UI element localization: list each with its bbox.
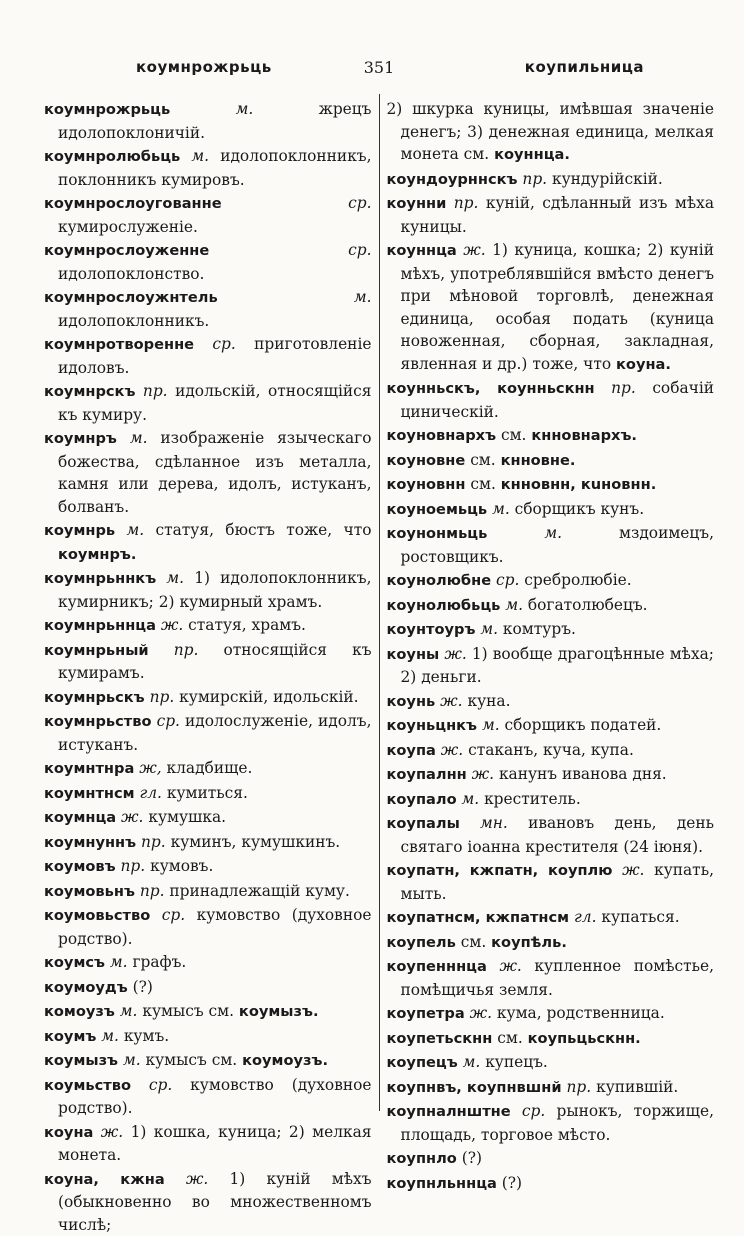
entry-part-of-speech: ср. (212, 335, 235, 353)
entry-definition: богатолюбецъ. (528, 596, 648, 614)
entry-headword: коуновнархъ (387, 427, 497, 444)
entry-cross-reference: кнновне. (501, 452, 576, 469)
entry-part-of-speech: ж. (161, 616, 183, 634)
dictionary-entry (387, 859, 715, 905)
entry-definition: см. (470, 475, 495, 493)
dictionary-entry (387, 239, 715, 376)
entry-definition: куній, сдѣланный изъ мѣха куницы. (401, 194, 715, 236)
entry-part-of-speech: ж. (186, 1170, 208, 1188)
entry-definition: изображеніе языческаго божества, сдѣланное изъ металла, камня или дерева, идолъ, истуканъ, болванъ. (58, 429, 372, 516)
entry-headword: коумнрослоугованне (44, 195, 222, 212)
entry-part-of-speech: пр. (567, 1078, 592, 1096)
entry-cross-reference: коуннца. (494, 146, 570, 163)
entry-headword: коумнрьннкъ (44, 570, 156, 587)
entry-definition: 1) куній мѣхъ (обыкновенно во множественномъ числѣ; (58, 1170, 372, 1234)
entry-headword: коунньскъ, коунньскнн (387, 380, 595, 397)
dictionary-entry (44, 757, 372, 781)
running-header (44, 58, 714, 84)
dictionary-entry (387, 192, 715, 238)
entry-cross-reference: коупьцьскнн. (528, 1030, 641, 1047)
entry-headword: коумнрожрьць (44, 101, 170, 118)
entry-cross-reference: кнновнархъ. (531, 427, 637, 444)
entry-definition: комтуръ. (503, 620, 576, 638)
entry-cross-reference: коупѣль. (491, 934, 567, 951)
entry-part-of-speech: ср. (522, 1102, 545, 1120)
dictionary-entry (44, 98, 372, 144)
dictionary-entry (44, 639, 372, 685)
dictionary-entry (44, 806, 372, 830)
dictionary-entry (387, 1172, 715, 1196)
entry-part-of-speech: м. (126, 521, 144, 539)
entry-headword: коунтоуръ (387, 621, 476, 638)
entry-definition: кумысъ см. (146, 1051, 238, 1069)
dictionary-entry (44, 855, 372, 879)
dictionary-entry (44, 614, 372, 638)
entry-headword: коупель (387, 934, 456, 951)
entry-part-of-speech: пр. (143, 382, 168, 400)
dictionary-entry (387, 498, 715, 522)
entry-headword: коунонмьць (387, 525, 488, 542)
header-right-guideword: коупильница (525, 58, 644, 76)
entry-part-of-speech: ж. (499, 957, 521, 975)
entry-part-of-speech: м. (110, 953, 128, 971)
entry-headword: коунь (387, 693, 436, 710)
entry-definition: идольскій, относящійся къ кумиру. (58, 382, 371, 424)
dictionary-entry (387, 522, 715, 568)
entry-definition: статуя, храмъ. (188, 616, 306, 634)
entry-part-of-speech: м. (236, 100, 254, 118)
entry-part-of-speech: гл. (574, 908, 596, 926)
entry-part-of-speech: м. (354, 288, 372, 306)
entry-headword: коумнрьскъ (44, 689, 145, 706)
entry-definition: кумиться. (167, 784, 248, 802)
dictionary-entry (387, 763, 715, 787)
dictionary-entry (387, 931, 715, 955)
entry-definition: купецъ. (485, 1053, 548, 1071)
entry-part-of-speech: м. (480, 620, 498, 638)
entry-definition: кумовство (духовное родство). (58, 906, 371, 948)
entry-definition: идолопоклонникъ, поклонникъ кумировъ. (58, 147, 372, 189)
dictionary-entry (387, 594, 715, 618)
entry-definition: (?) (133, 978, 153, 996)
entry-definition: кладбище. (167, 759, 253, 777)
entry-definition: кумъ. (124, 1027, 169, 1045)
entry-definition: относящійся къ кумирамъ. (58, 641, 372, 683)
dictionary-entry (387, 569, 715, 593)
entry-definition: сборщикъ податей. (505, 716, 662, 734)
dictionary-entry (44, 1000, 372, 1024)
entry-part-of-speech: ср. (162, 906, 185, 924)
entry-definition: куминъ, кумушкинъ. (171, 833, 341, 851)
dictionary-entry (44, 710, 372, 756)
entry-part-of-speech: ср. (348, 241, 371, 259)
entry-part-of-speech: ж, (139, 759, 161, 777)
entry-headword: коупетра (387, 1005, 465, 1022)
entry-definition: графъ. (132, 953, 186, 971)
entry-definition: собачій циническій. (401, 379, 715, 421)
entry-headword: коумнръ (44, 430, 117, 447)
header-left-guideword: коумнрожрьць (136, 58, 272, 76)
entry-definition: ивановъ день, день святаго іоанна крестителя (24 іюня). (401, 814, 714, 856)
entry-headword: коупнльннца (387, 1175, 497, 1192)
entry-definition: идолослуженіе, идолъ, истуканъ. (58, 712, 371, 754)
dictionary-entry (44, 1025, 372, 1049)
entry-definition: рынокъ, торжище, площадь, торговое мѣсто. (401, 1102, 714, 1144)
entry-definition: сборщикъ кунъ. (515, 500, 645, 518)
entry-part-of-speech: м. (191, 147, 209, 165)
entry-part-of-speech: пр. (454, 194, 479, 212)
entry-part-of-speech: пр. (611, 379, 636, 397)
right-column (379, 94, 715, 1111)
entry-definition: кумовъ. (150, 857, 213, 875)
entry-headword: коумоудъ (44, 979, 128, 996)
entry-definition: стаканъ, куча, купа. (468, 741, 634, 759)
entry-headword: коуна (44, 1124, 93, 1141)
entry-cross-reference: кнновнн, кuновнн. (501, 476, 656, 493)
entry-definition: куна. (467, 692, 510, 710)
entry-part-of-speech: ж. (470, 1004, 492, 1022)
entry-definition: кумысъ см. (142, 1002, 234, 1020)
entry-part-of-speech: пр. (140, 882, 165, 900)
entry-definition: канунъ иванова дня. (499, 765, 667, 783)
entry-headword: коумнца (44, 809, 116, 826)
entry-part-of-speech: ср. (157, 712, 180, 730)
entry-headword: коундоурннскъ (387, 171, 518, 188)
entry-definition: кундурійскій. (552, 170, 663, 188)
dictionary-entry (387, 449, 715, 473)
entry-definition: сребролюбіе. (524, 571, 631, 589)
dictionary-entry (387, 739, 715, 763)
entry-definition: 1) кошка, куница; 2) мелкая монета. (58, 1123, 371, 1165)
entry-headword: коумнролюбьць (44, 148, 180, 165)
entry-definition: 1) куница, кошка; 2) куній мѣхъ, употреблявшійся вмѣсто денегъ при мѣновой торговлѣ, денежная единица, особая подать (куница новоженная, сборная, закладная, явленная и др.) тоже, что (401, 241, 715, 373)
entry-part-of-speech: ж. (472, 765, 494, 783)
dictionary-entry (387, 955, 715, 1001)
entry-definition: кумовство (духовное родство). (58, 1076, 372, 1118)
dictionary-entry (387, 690, 715, 714)
entry-headword: коумовъ (44, 858, 116, 875)
entry-part-of-speech: м. (492, 500, 510, 518)
dictionary-entry (44, 880, 372, 904)
dictionary-entry (387, 906, 715, 930)
entry-headword: коумовьство (44, 907, 150, 924)
entry-part-of-speech: ср. (149, 1076, 172, 1094)
entry-part-of-speech: мн. (480, 814, 508, 832)
dictionary-entry (44, 1121, 372, 1167)
dictionary-entry (387, 618, 715, 642)
entry-headword: коумнрослоужнтель (44, 289, 218, 306)
entry-headword: коумнрьство (44, 713, 152, 730)
left-column (44, 94, 379, 1111)
entry-part-of-speech: ж. (440, 692, 462, 710)
dictionary-entry (387, 812, 715, 858)
entry-headword: коумъ (44, 1028, 96, 1045)
dictionary-entry (44, 567, 372, 613)
dictionary-entry (387, 424, 715, 448)
entry-definition: (?) (502, 1174, 522, 1192)
dictionary-entry (44, 1049, 372, 1073)
entry-part-of-speech: ж. (622, 861, 644, 879)
dictionary-entry (44, 380, 372, 426)
entry-headword: коупнло (387, 1150, 457, 1167)
dictionary-entry (44, 145, 372, 191)
entry-part-of-speech: м. (130, 429, 148, 447)
entry-headword: коумнрь (44, 522, 115, 539)
entry-headword: коуньцнкъ (387, 717, 478, 734)
entry-part-of-speech: м. (463, 1053, 481, 1071)
entry-definition: (?) (462, 1149, 482, 1167)
entry-part-of-speech: м. (505, 596, 523, 614)
entry-headword: коуны (387, 646, 440, 663)
entry-definition: жрецъ идолопоклоничій. (58, 100, 371, 142)
entry-headword: коупалы (387, 815, 460, 832)
entry-part-of-speech: пр. (522, 170, 547, 188)
entry-definition: см. (470, 451, 495, 469)
entry-cross-reference: коумнръ. (58, 546, 136, 563)
entry-part-of-speech: пр. (174, 641, 199, 659)
entry-part-of-speech: м. (123, 1051, 141, 1069)
text-columns (44, 94, 714, 1111)
dictionary-entry (387, 788, 715, 812)
entry-definition: кума, родственница. (497, 1004, 665, 1022)
entry-headword: коупнвъ, коупнвшнй (387, 1079, 562, 1096)
entry-part-of-speech: гл. (139, 784, 161, 802)
entry-definition: кумушка. (148, 808, 226, 826)
entry-part-of-speech: пр. (150, 688, 175, 706)
entry-headword: коупецъ (387, 1054, 458, 1071)
dictionary-entry (387, 1051, 715, 1075)
entry-part-of-speech: ср. (348, 194, 371, 212)
dictionary-entry (387, 714, 715, 738)
dictionary-entry (387, 1100, 715, 1146)
entry-headword: коумнротворенне (44, 336, 194, 353)
page-number: 351 (44, 58, 714, 77)
entry-part-of-speech: м. (544, 524, 562, 542)
entry-definition: кумирскій, идольскій. (179, 688, 358, 706)
entry-headword: коумнрскъ (44, 383, 135, 400)
entry-part-of-speech: ж. (444, 645, 466, 663)
entry-headword: комоузъ (44, 1003, 115, 1020)
entry-definition: купленное помѣстье, помѣщичья земля. (401, 957, 715, 999)
entry-definition: 1) вообще драгоцѣнные мѣха; 2) деньги. (401, 645, 715, 687)
dictionary-entry (44, 239, 372, 285)
entry-headword: коумовьнъ (44, 883, 135, 900)
dictionary-entry (44, 519, 372, 566)
entry-part-of-speech: м. (166, 569, 184, 587)
entry-headword: коуновнн (387, 476, 466, 493)
dictionary-entry (387, 473, 715, 497)
entry-part-of-speech: м. (462, 790, 480, 808)
entry-part-of-speech: м. (120, 1002, 138, 1020)
entry-headword: коуннца (387, 242, 457, 259)
entry-cross-reference: коумызъ. (239, 1003, 319, 1020)
entry-part-of-speech: ж. (441, 741, 463, 759)
entry-definition: креститель. (484, 790, 581, 808)
entry-headword: коунолюбьць (387, 597, 501, 614)
dictionary-entry (387, 98, 715, 167)
dictionary-entry (44, 333, 372, 379)
dictionary-entry (44, 1168, 372, 1236)
entry-part-of-speech: м. (101, 1027, 119, 1045)
entry-headword: коунни (387, 195, 447, 212)
entry-headword: коупалнн (387, 766, 467, 783)
entry-part-of-speech: ср. (496, 571, 519, 589)
entry-headword: коуновне (387, 452, 466, 469)
entry-definition: кумирослуженіе. (58, 218, 198, 236)
entry-headword: коумнуннъ (44, 834, 136, 851)
entry-headword: коумнрослоуженне (44, 242, 209, 259)
entry-definition: статуя, бюстъ тоже, что (155, 521, 371, 539)
entry-headword: коупа (387, 742, 436, 759)
entry-definition: принадлежащій куму. (169, 882, 349, 900)
dictionary-entry (44, 951, 372, 975)
entry-definition: мздоимецъ, ростовщикъ. (401, 524, 715, 566)
entry-headword: коумнрьннца (44, 617, 156, 634)
entry-part-of-speech: ж. (121, 808, 143, 826)
entry-part-of-speech: ж. (463, 241, 485, 259)
dictionary-entry (44, 686, 372, 710)
entry-definition: купаться. (601, 908, 679, 926)
entry-part-of-speech: м. (482, 716, 500, 734)
entry-cross-reference: коумоузъ. (242, 1052, 328, 1069)
dictionary-entry (387, 168, 715, 192)
entry-headword: коупатнсм, кжпатнсм (387, 909, 570, 926)
entry-definition: идолопоклонникъ. (58, 312, 209, 330)
entry-definition: см. (501, 426, 526, 444)
entry-definition: 2) шкурка куницы, имѣвшая значеніе денегъ; 3) денежная единица, мелкая монета см. (387, 100, 715, 163)
dictionary-entry (387, 1027, 715, 1051)
dictionary-entry (387, 1147, 715, 1171)
dictionary-entry (387, 1002, 715, 1026)
entry-part-of-speech: ж. (101, 1123, 123, 1141)
entry-headword: коуна, кжна (44, 1171, 165, 1188)
entry-headword: коуноемьць (387, 501, 488, 518)
dictionary-entry (387, 643, 715, 689)
entry-headword: коупенннца (387, 958, 487, 975)
dictionary-entry (44, 831, 372, 855)
dictionary-entry (44, 904, 372, 950)
dictionary-entry (44, 782, 372, 806)
entry-headword: коумызъ (44, 1052, 118, 1069)
entry-headword: коумнтнра (44, 760, 134, 777)
entry-definition: см. (497, 1029, 522, 1047)
dictionary-entry (387, 377, 715, 423)
entry-headword: коумнтнсм (44, 785, 135, 802)
entry-definition: см. (461, 933, 486, 951)
entry-definition: идолопоклонство. (58, 265, 204, 283)
dictionary-entry (44, 1074, 372, 1120)
entry-part-of-speech: пр. (141, 833, 166, 851)
entry-definition: приготовленіе идоловъ. (58, 335, 371, 377)
entry-headword: коупетьскнн (387, 1030, 493, 1047)
entry-definition: купившій. (596, 1078, 678, 1096)
dictionary-entry (44, 976, 372, 1000)
dictionary-entry (387, 1076, 715, 1100)
dictionary-entry (44, 192, 372, 238)
entry-headword: коупналнштне (387, 1103, 511, 1120)
entry-headword: коупало (387, 791, 457, 808)
entry-headword: коупатн, кжпатн, коуплю (387, 862, 613, 879)
entry-definition: купать, мыть. (401, 861, 714, 903)
dictionary-entry (44, 286, 372, 332)
entry-cross-reference: коуна. (616, 356, 671, 373)
entry-headword: коунолюбне (387, 572, 492, 589)
entry-definition: 1) идолопоклонникъ, кумирникъ; 2) кумирный храмъ. (58, 569, 372, 611)
entry-headword: коумнрьный (44, 642, 149, 659)
entry-headword: коумьство (44, 1077, 131, 1094)
dictionary-entry (44, 427, 372, 518)
entry-headword: коумсъ (44, 954, 105, 971)
entry-part-of-speech: пр. (121, 857, 146, 875)
